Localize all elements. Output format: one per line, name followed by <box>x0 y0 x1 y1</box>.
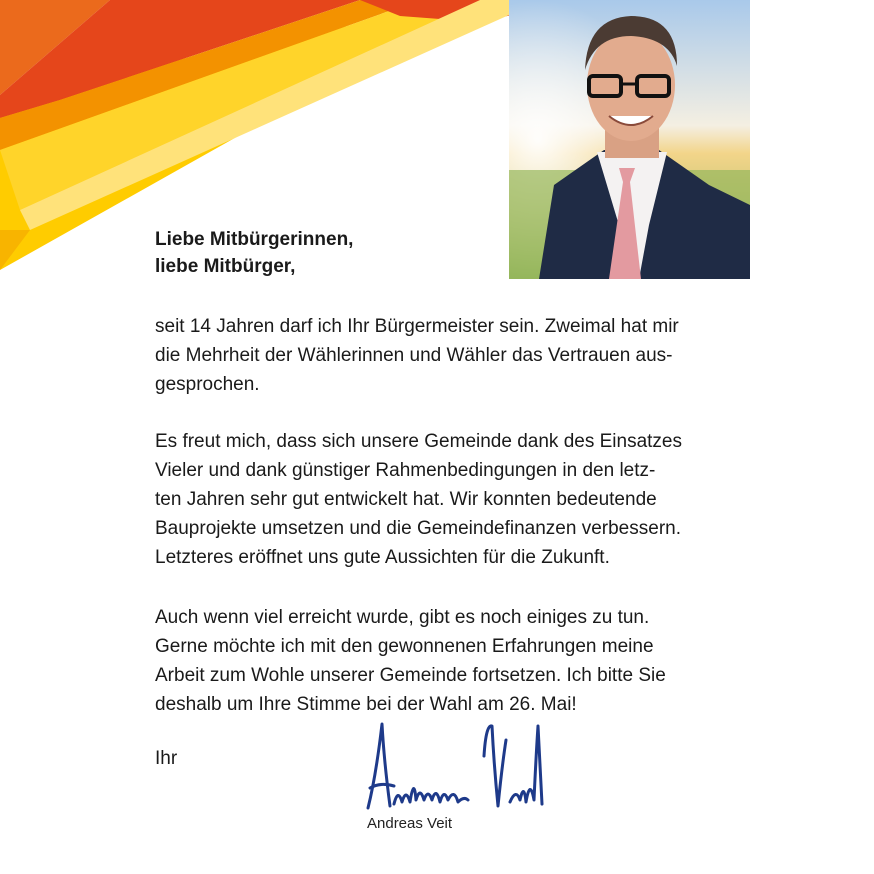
paragraph-line: Es freut mich, dass sich unsere Gemeinde dank des Einsatzes <box>155 431 682 452</box>
paragraph-line: Gerne möchte ich mit den gewonnenen Erfahrungen meine <box>155 636 654 657</box>
paragraph-line: Arbeit zum Wohle unserer Gemeinde fortsetzen. Ich bitte Sie <box>155 665 666 686</box>
letter-paragraph-1 <box>155 312 765 399</box>
portrait-icon <box>509 0 750 279</box>
signer-name: Andreas Veit <box>367 815 453 832</box>
greeting-line: Liebe Mitbürgerinnen, <box>155 229 354 250</box>
paragraph-line: seit 14 Jahren darf ich Ihr Bürgermeister sein. Zweimal hat mir <box>155 316 679 337</box>
letter-paragraph-2 <box>155 427 765 572</box>
letter-greeting <box>155 226 353 280</box>
paragraph-line: die Mehrheit der Wählerinnen und Wähler das Vertrauen aus- <box>155 345 673 366</box>
handwritten-signature <box>360 716 550 816</box>
letter-paragraph-3 <box>155 603 765 719</box>
portrait-photo <box>509 0 750 279</box>
paragraph-line: ten Jahren sehr gut entwickelt hat. Wir konnten bedeutende <box>155 489 657 510</box>
paragraph-line: deshalb um Ihre Stimme bei der Wahl am 26. Mai! <box>155 694 577 715</box>
paragraph-line: Letzteres eröffnet uns gute Aussichten für die Zukunft. <box>155 547 610 568</box>
paragraph-line: Bauprojekte umsetzen und die Gemeindefinanzen verbessern. <box>155 518 681 539</box>
paragraph-line: gesprochen. <box>155 374 260 395</box>
paragraph-line: Auch wenn viel erreicht wurde, gibt es noch einiges zu tun. <box>155 607 650 628</box>
paragraph-line: Vieler und dank günstiger Rahmenbedingungen in den letz- <box>155 460 656 481</box>
greeting-line: liebe Mitbürger, <box>155 256 296 277</box>
letter-closing: Ihr <box>155 748 178 769</box>
